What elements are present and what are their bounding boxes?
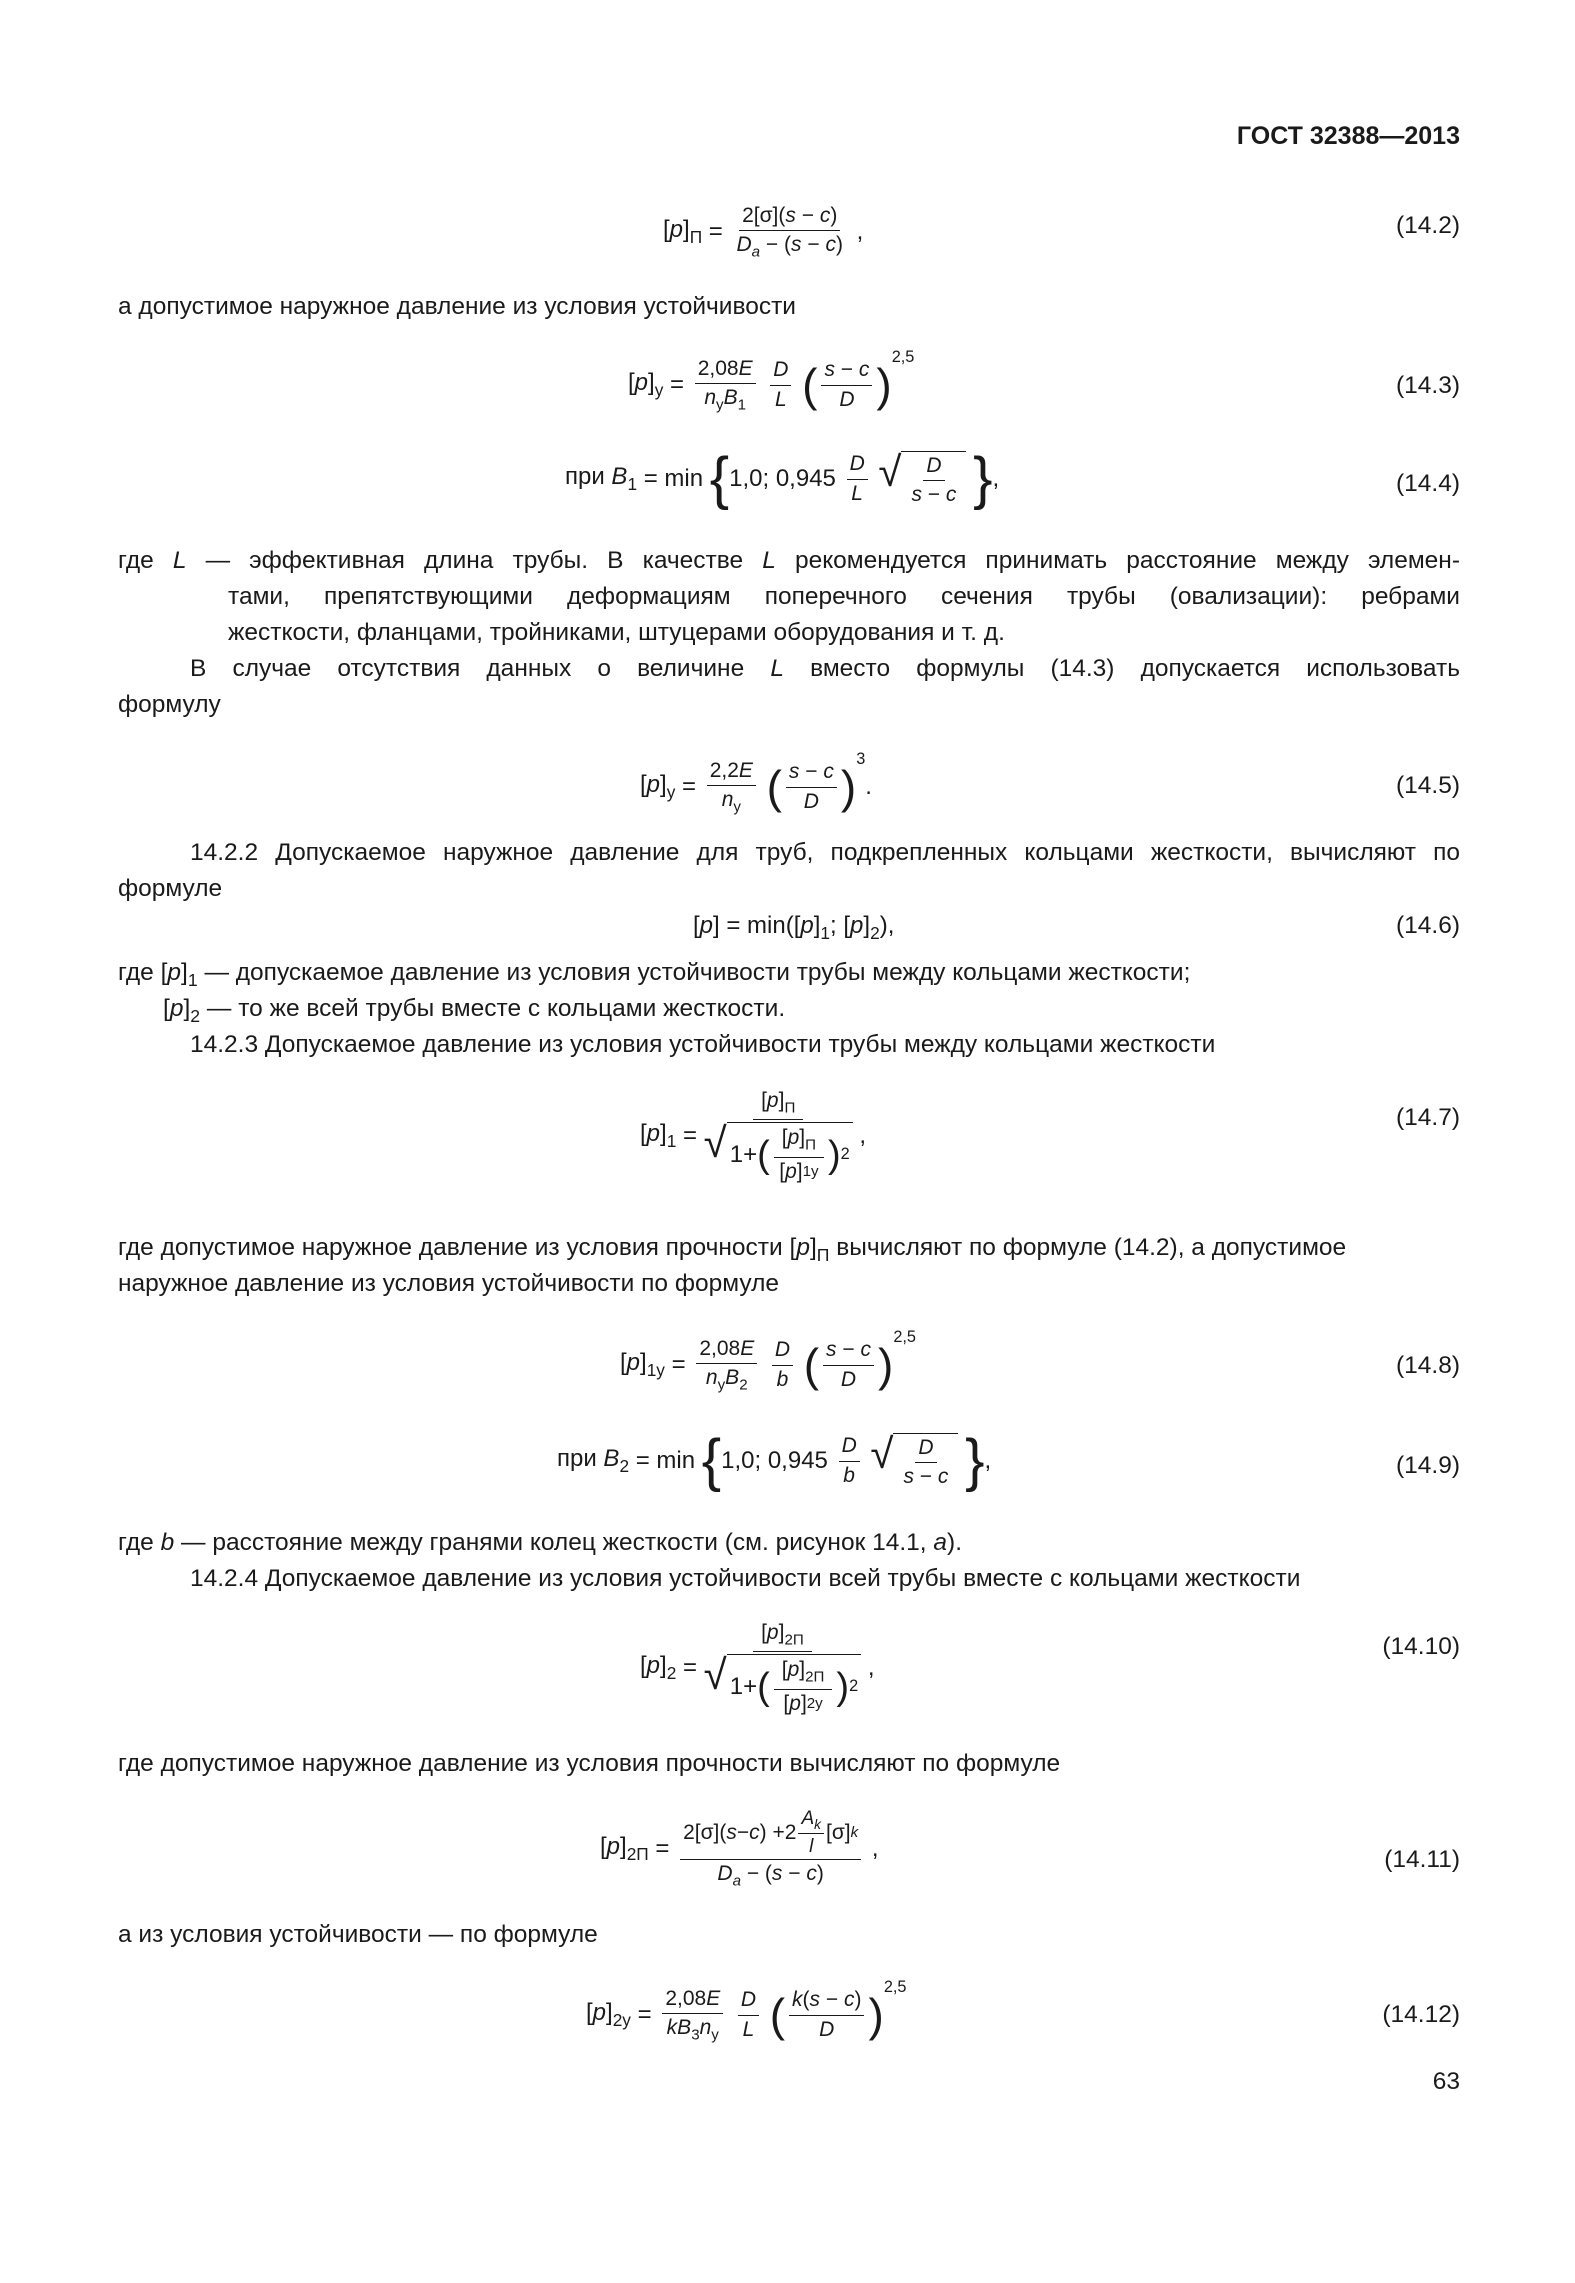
- text-line: 14.2.3 Допускаемое давление из условия устойчивости трубы между кольцами жесткости: [190, 1031, 1216, 1058]
- equation-number: (14.8): [1395, 1352, 1460, 1379]
- equation-number: (14.12): [1382, 2001, 1460, 2028]
- text-line: тами, препятствующими деформациям поперечного сечения трубы (овализации): ребрами: [228, 583, 1460, 610]
- formula-14-6: $[p] = \min([p]_1$; $[p]_2$),: [693, 912, 895, 944]
- text-line: где допустимое наружное давление из условия прочности вычисляют по формуле: [118, 1750, 1061, 1777]
- equation-number: (14.10): [1382, 1633, 1460, 1660]
- equation-number: (14.4): [1395, 470, 1460, 497]
- text-line: а допустимое наружное давление из условия устойчивости: [118, 293, 796, 320]
- page-header-standard: ГОСТ 32388—2013: [1236, 122, 1460, 150]
- text-line: формулу: [118, 691, 221, 718]
- text-line: 14.2.4 Допускаемое давление из условия устойчивости всей трубы вместе с кольцами жесткости: [190, 1565, 1301, 1592]
- formula-14-11: $[p]_{2П}$ = 2 [σ] ( s − c ) + 2 $\frac{A_k}{l}$ [σ] k $D_a - (s - c)$ ,: [600, 1808, 879, 1890]
- equation-number: (14.5): [1395, 772, 1460, 799]
- text-line: где b — расстояние между гранями колец жесткости (см. рисунок 14.1, a).: [118, 1529, 963, 1556]
- text-line: жесткости, фланцами, тройниками, штуцерами оборудования и т. д.: [228, 619, 1005, 646]
- formula-14-9: при $B_2 = \min \{1,0$; 0,945 $\frac{D}{b}$ √ $\frac{D}{s - c}$ },: [557, 1428, 992, 1493]
- text-line: $[p]_2$ — то же всей трубы вместе с кольцами жесткости.: [163, 995, 786, 1027]
- text-line: где $[p]_1$ — допускаемое давление из условия устойчивости трубы между кольцами жесткости;: [118, 959, 1191, 991]
- formula-14-2: $[p]_П$ = $\frac{2[\sigma](s - c)}{D_a - (s - c)}$ ,: [663, 204, 864, 261]
- text-line: наружное давление из условия устойчивости по формуле: [118, 1270, 779, 1297]
- equation-number: (14.6): [1395, 912, 1460, 939]
- equation-number: (14.2): [1395, 212, 1460, 239]
- text-line: где допустимое наружное давление из условия прочности $[p]_П$ вычисляют по формуле (14.2), а допустимое: [118, 1234, 1347, 1266]
- text-line: 14.2.2 Допускаемое наружное давление для труб, подкрепленных кольцами жесткости, вычисляют по: [190, 839, 1460, 866]
- formula-14-4: при $B_1 = \min \{1,0$; 0,945 $\frac{D}{L}$ √ $\frac{D}{s - c}$ },: [565, 446, 1000, 511]
- text-line: а из условия устойчивости — по формуле: [118, 1921, 598, 1948]
- equation-number: (14.9): [1395, 1452, 1460, 1479]
- formula-14-12: $[p]_{2у}$ = $\frac{2,08E}{kB_3n_у}$ $\frac{D}{L}$ ( $\frac{k(s - c)}{D}$ )$^{2,5}$: [586, 1978, 907, 2044]
- text-line: В случае отсутствия данных о величине L вместо формулы (14.3) допускается использовать: [190, 655, 1460, 682]
- equation-number: (14.7): [1395, 1104, 1460, 1131]
- formula-14-8: $[p]_{1у}$ = $\frac{2,08E}{n_уB_2}$ $\frac{D}{b}$ ( $\frac{s - c}{D}$ )$^{2,5}$: [620, 1328, 916, 1394]
- formula-14-7: $[p]_1$ = $[p]_П$ √ 1+ ( $[p]_П$ [ p ] 1у ) 2 ,: [640, 1089, 867, 1183]
- formula-14-3: $[p]_у$ = $\frac{2,08E}{n_уB_1}$ $\frac{D}{L}$ ( $\frac{s - c}{D}$ )$^{2,5}$: [628, 348, 915, 414]
- text-line: формуле: [118, 875, 223, 902]
- page-number: 63: [1432, 2068, 1460, 2095]
- text-line: где L — эффективная длина трубы. В качестве L рекомендуется принимать расстояние между элемен-: [118, 547, 1460, 574]
- formula-14-5: $[p]_у$ = $\frac{2,2E}{n_у}$ ( $\frac{s - c}{D}$ )$^3$.: [640, 750, 872, 816]
- formula-14-10: $[p]_2$ = $[p]_{2П}$ √ 1+ ( $[p]_{2П}$ [ p ] 2у ) 2 ,: [640, 1621, 875, 1715]
- equation-number: (14.3): [1395, 372, 1460, 399]
- equation-number: (14.11): [1384, 1846, 1460, 1873]
